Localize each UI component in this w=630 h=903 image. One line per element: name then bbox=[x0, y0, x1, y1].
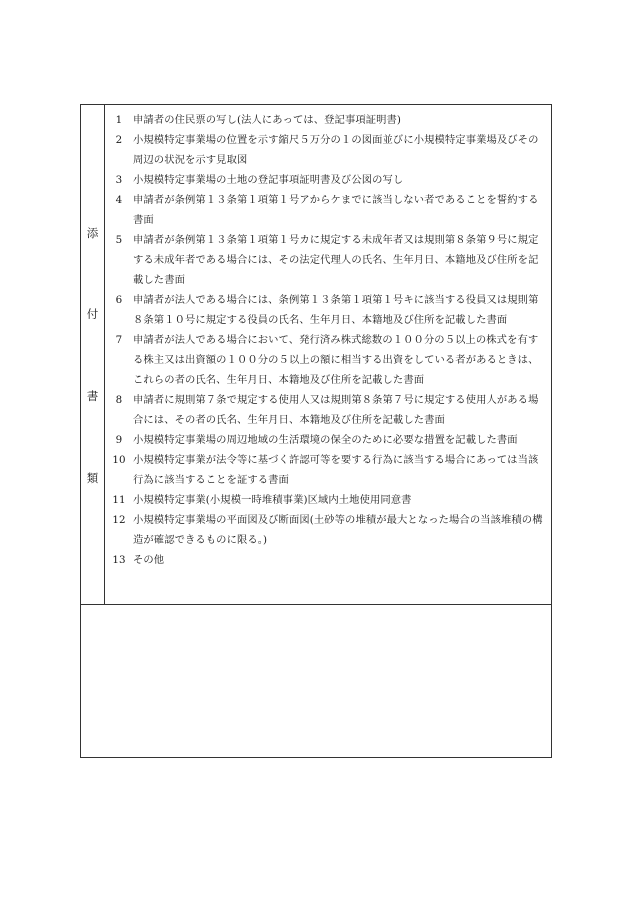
item-text: 申請者の住民票の写し(法人にあっては、登記事項証明書) bbox=[133, 114, 402, 126]
item-number: 10 bbox=[112, 454, 126, 466]
item-number: 2 bbox=[115, 134, 123, 146]
item-number: 4 bbox=[115, 194, 123, 206]
list-item bbox=[105, 170, 551, 190]
item-number: 5 bbox=[115, 234, 123, 246]
attachments-label-column bbox=[81, 105, 105, 604]
item-number: 6 bbox=[115, 294, 123, 306]
list-item bbox=[105, 430, 551, 450]
item-text: 小規模特定事業場の土地の登記事項証明書及び公図の写し bbox=[133, 174, 404, 186]
list-item bbox=[105, 510, 551, 550]
item-number: 9 bbox=[115, 434, 123, 446]
list-item bbox=[105, 450, 551, 490]
label-char-1: 添 bbox=[86, 226, 99, 240]
item-text: 申請者が条例第１３条第１項第１号アからケまでに該当しない者であることを誓約する書面 bbox=[133, 194, 539, 226]
item-number: 12 bbox=[112, 514, 126, 526]
item-text: 申請者に規則第７条で規定する使用人又は規則第８条第７号に規定する使用人がある場合には、その者の氏名、生年月日、本籍地及び住所を記載した書面 bbox=[133, 394, 539, 426]
list-item bbox=[105, 330, 551, 390]
label-char-2: 付 bbox=[86, 307, 99, 321]
attachment-form-table bbox=[80, 104, 552, 758]
list-item bbox=[105, 130, 551, 170]
list-item bbox=[105, 230, 551, 290]
label-char-4: 類 bbox=[86, 471, 99, 485]
blank-remarks-area bbox=[81, 605, 551, 757]
list-item bbox=[105, 490, 551, 510]
attachment-list bbox=[105, 110, 551, 570]
item-text: 小規模特定事業が法令等に基づく許認可等を要する行為に該当する場合にあっては当該行為に該当することを証する書面 bbox=[133, 454, 539, 486]
item-text: 小規模特定事業場の位置を示す縮尺５万分の１の図面並びに小規模特定事業場及びその周辺の状況を示す見取図 bbox=[133, 134, 539, 166]
item-number: 3 bbox=[115, 174, 123, 186]
list-item bbox=[105, 390, 551, 430]
item-text: 申請者が法人である場合において、発行済み株式総数の１００分の５以上の株式を有する株主又は出資額の１００分の５以上の額に相当する出資をしている者があるときは、これらの者の氏名、生年月日、本籍地及び住所を記載した書面 bbox=[133, 334, 539, 386]
item-text: 小規模特定事業場の周辺地域の生活環境の保全のために必要な措置を記載した書面 bbox=[133, 434, 518, 446]
item-number: 8 bbox=[115, 394, 123, 406]
item-text: 申請者が条例第１３条第１項第１号カに規定する未成年者又は規則第８条第９号に規定する未成年者である場合には、その法定代理人の氏名、生年月日、本籍地及び住所を記載した書面 bbox=[133, 234, 539, 286]
item-number: 11 bbox=[112, 494, 126, 506]
item-number: 7 bbox=[115, 334, 123, 346]
list-item bbox=[105, 110, 551, 130]
item-text: その他 bbox=[133, 554, 165, 566]
list-item bbox=[105, 190, 551, 230]
attachments-section bbox=[81, 105, 551, 605]
list-item bbox=[105, 290, 551, 330]
item-number: 13 bbox=[112, 554, 126, 566]
item-text: 小規模特定事業場の平面図及び断面図(土砂等の堆積が最大となった場合の当該堆積の構造が確認できるものに限る。) bbox=[133, 514, 543, 546]
label-char-3: 書 bbox=[86, 389, 99, 403]
item-text: 申請者が法人である場合には、条例第１３条第１項第１号キに該当する役員又は規則第８条第１０号に規定する役員の氏名、生年月日、本籍地及び住所を記載した書面 bbox=[133, 294, 539, 326]
item-text: 小規模特定事業(小規模一時堆積事業)区域内土地使用同意書 bbox=[133, 494, 412, 506]
item-number: 1 bbox=[115, 114, 123, 126]
list-item bbox=[105, 550, 551, 570]
